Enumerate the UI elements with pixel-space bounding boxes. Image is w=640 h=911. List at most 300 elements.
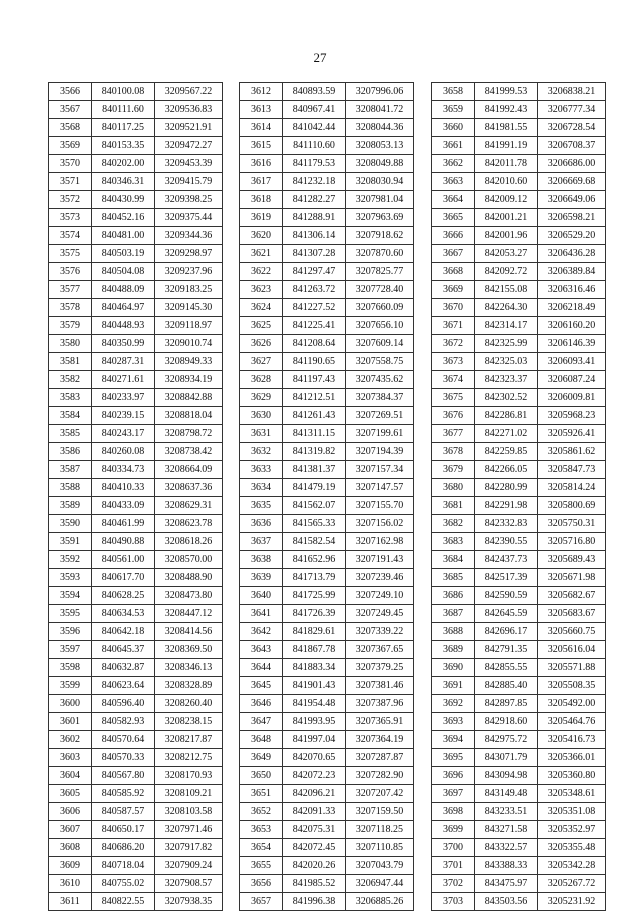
point-number-cell: 3631 [240,425,283,443]
table-row [49,263,223,281]
x-coordinate-cell: 841232.18 [283,173,346,191]
table-row [49,137,223,155]
x-coordinate-cell: 840271.61 [92,371,155,389]
point-number-cell: 3696 [432,767,475,785]
y-coordinate-cell: 3208618.26 [155,533,223,551]
y-coordinate-cell: 3208934.19 [155,371,223,389]
x-coordinate-cell: 840260.08 [92,443,155,461]
table-row [432,749,606,767]
x-coordinate-cell: 840464.97 [92,299,155,317]
point-number-cell: 3632 [240,443,283,461]
y-coordinate-cell: 3206598.21 [538,209,606,227]
point-number-cell: 3578 [49,299,92,317]
x-coordinate-cell: 841901.43 [283,677,346,695]
y-coordinate-cell: 3208109.21 [155,785,223,803]
x-coordinate-cell: 841996.38 [283,893,346,911]
point-number-cell: 3601 [49,713,92,731]
x-coordinate-cell: 840452.16 [92,209,155,227]
table-row [432,677,606,695]
y-coordinate-cell: 3207971.46 [155,821,223,839]
point-number-cell: 3644 [240,659,283,677]
x-coordinate-cell: 842885.40 [475,677,538,695]
table-row [240,785,414,803]
x-coordinate-cell: 842001.21 [475,209,538,227]
table-row [432,461,606,479]
y-coordinate-cell: 3208447.12 [155,605,223,623]
x-coordinate-cell: 841999.53 [475,83,538,101]
y-coordinate-cell: 3205926.41 [538,425,606,443]
table-row [432,695,606,713]
table-row [432,497,606,515]
y-coordinate-cell: 3207199.61 [346,425,414,443]
point-number-cell: 3693 [432,713,475,731]
y-coordinate-cell: 3205348.61 [538,785,606,803]
table-row [240,443,414,461]
x-coordinate-cell: 842096.21 [283,785,346,803]
y-coordinate-cell: 3207381.46 [346,677,414,695]
y-coordinate-cell: 3207156.02 [346,515,414,533]
y-coordinate-cell: 3205689.43 [538,551,606,569]
y-coordinate-cell: 3209344.36 [155,227,223,245]
point-number-cell: 3666 [432,227,475,245]
y-coordinate-cell: 3205861.62 [538,443,606,461]
y-coordinate-cell: 3207365.91 [346,713,414,731]
y-coordinate-cell: 3205800.69 [538,497,606,515]
table-row [432,299,606,317]
y-coordinate-cell: 3206529.20 [538,227,606,245]
x-coordinate-cell: 840461.99 [92,515,155,533]
x-coordinate-cell: 841110.60 [283,137,346,155]
x-coordinate-cell: 841565.33 [283,515,346,533]
point-number-cell: 3700 [432,839,475,857]
point-number-cell: 3594 [49,587,92,605]
x-coordinate-cell: 842070.65 [283,749,346,767]
table-row [432,623,606,641]
x-coordinate-cell: 841208.64 [283,335,346,353]
y-coordinate-cell: 3206160.20 [538,317,606,335]
y-coordinate-cell: 3208346.13 [155,659,223,677]
x-coordinate-cell: 841197.43 [283,371,346,389]
table-row [49,461,223,479]
y-coordinate-cell: 3207918.62 [346,227,414,245]
table-row [432,263,606,281]
x-coordinate-cell: 840755.02 [92,875,155,893]
y-coordinate-cell: 3205360.80 [538,767,606,785]
x-coordinate-cell: 843271.58 [475,821,538,839]
point-number-cell: 3625 [240,317,283,335]
point-number-cell: 3613 [240,101,283,119]
y-coordinate-cell: 3205716.80 [538,533,606,551]
point-number-cell: 3638 [240,551,283,569]
point-number-cell: 3607 [49,821,92,839]
table-row [49,551,223,569]
point-number-cell: 3655 [240,857,283,875]
table-row [432,209,606,227]
x-coordinate-cell: 840346.31 [92,173,155,191]
point-number-cell: 3674 [432,371,475,389]
point-number-cell: 3633 [240,461,283,479]
y-coordinate-cell: 3207379.25 [346,659,414,677]
table-row [49,317,223,335]
point-number-cell: 3637 [240,533,283,551]
y-coordinate-cell: 3207384.37 [346,389,414,407]
table-row [49,731,223,749]
x-coordinate-cell: 840410.33 [92,479,155,497]
table-row [49,425,223,443]
table-row [240,101,414,119]
x-coordinate-cell: 842091.33 [283,803,346,821]
table-row [432,335,606,353]
table-row [49,497,223,515]
y-coordinate-cell: 3207159.50 [346,803,414,821]
table-row [49,605,223,623]
y-coordinate-cell: 3207609.14 [346,335,414,353]
x-coordinate-cell: 842075.31 [283,821,346,839]
x-coordinate-cell: 841997.04 [283,731,346,749]
point-number-cell: 3584 [49,407,92,425]
point-number-cell: 3665 [432,209,475,227]
x-coordinate-cell: 841288.91 [283,209,346,227]
x-coordinate-cell: 841991.19 [475,137,538,155]
x-coordinate-cell: 840153.35 [92,137,155,155]
y-coordinate-cell: 3209237.96 [155,263,223,281]
x-coordinate-cell: 841227.52 [283,299,346,317]
point-number-cell: 3592 [49,551,92,569]
y-coordinate-cell: 3207249.45 [346,605,414,623]
y-coordinate-cell: 3208103.58 [155,803,223,821]
y-coordinate-cell: 3206218.49 [538,299,606,317]
point-number-cell: 3620 [240,227,283,245]
y-coordinate-cell: 3205267.72 [538,875,606,893]
point-number-cell: 3624 [240,299,283,317]
point-number-cell: 3590 [49,515,92,533]
point-number-cell: 3690 [432,659,475,677]
point-number-cell: 3575 [49,245,92,263]
y-coordinate-cell: 3207435.62 [346,371,414,389]
x-coordinate-cell: 842437.73 [475,551,538,569]
table-row [240,839,414,857]
table-row [49,641,223,659]
x-coordinate-cell: 842390.55 [475,533,538,551]
table-row [240,299,414,317]
y-coordinate-cell: 3208842.88 [155,389,223,407]
y-coordinate-cell: 3205616.04 [538,641,606,659]
table-row [240,695,414,713]
point-number-cell: 3616 [240,155,283,173]
x-coordinate-cell: 840642.18 [92,623,155,641]
table-row [432,713,606,731]
x-coordinate-cell: 840243.17 [92,425,155,443]
table-row [49,533,223,551]
point-number-cell: 3641 [240,605,283,623]
table-row [432,479,606,497]
table-row [49,101,223,119]
y-coordinate-cell: 3208664.09 [155,461,223,479]
point-number-cell: 3648 [240,731,283,749]
table-row [432,137,606,155]
y-coordinate-cell: 3205416.73 [538,731,606,749]
point-number-cell: 3684 [432,551,475,569]
y-coordinate-cell: 3208637.36 [155,479,223,497]
table-row [49,353,223,371]
y-coordinate-cell: 3207917.82 [155,839,223,857]
y-coordinate-cell: 3208570.00 [155,551,223,569]
point-number-cell: 3566 [49,83,92,101]
y-coordinate-cell: 3206708.37 [538,137,606,155]
point-number-cell: 3643 [240,641,283,659]
point-number-cell: 3642 [240,623,283,641]
point-number-cell: 3585 [49,425,92,443]
point-number-cell: 3691 [432,677,475,695]
table-row [49,443,223,461]
y-coordinate-cell: 3205660.75 [538,623,606,641]
x-coordinate-cell: 840433.09 [92,497,155,515]
y-coordinate-cell: 3208170.93 [155,767,223,785]
point-number-cell: 3657 [240,893,283,911]
x-coordinate-cell: 840585.92 [92,785,155,803]
point-number-cell: 3577 [49,281,92,299]
point-number-cell: 3695 [432,749,475,767]
table-row [432,839,606,857]
point-number-cell: 3570 [49,155,92,173]
table-row [240,497,414,515]
point-number-cell: 3602 [49,731,92,749]
point-number-cell: 3647 [240,713,283,731]
y-coordinate-cell: 3209521.91 [155,119,223,137]
point-number-cell: 3635 [240,497,283,515]
y-coordinate-cell: 3205508.35 [538,677,606,695]
x-coordinate-cell: 842072.23 [283,767,346,785]
table-row [432,371,606,389]
x-coordinate-cell: 843322.57 [475,839,538,857]
point-number-cell: 3662 [432,155,475,173]
y-coordinate-cell: 3205683.67 [538,605,606,623]
x-coordinate-cell: 843475.97 [475,875,538,893]
point-number-cell: 3583 [49,389,92,407]
x-coordinate-cell: 842259.85 [475,443,538,461]
x-coordinate-cell: 841829.61 [283,623,346,641]
table-row [49,623,223,641]
x-coordinate-cell: 841985.52 [283,875,346,893]
point-number-cell: 3649 [240,749,283,767]
x-coordinate-cell: 842271.02 [475,425,538,443]
y-coordinate-cell: 3205464.76 [538,713,606,731]
point-number-cell: 3619 [240,209,283,227]
point-number-cell: 3598 [49,659,92,677]
y-coordinate-cell: 3206649.06 [538,191,606,209]
x-coordinate-cell: 840111.60 [92,101,155,119]
x-coordinate-cell: 842266.05 [475,461,538,479]
coordinates-table-1 [48,82,223,911]
y-coordinate-cell: 3206728.54 [538,119,606,137]
x-coordinate-cell: 843071.79 [475,749,538,767]
point-number-cell: 3698 [432,803,475,821]
point-number-cell: 3688 [432,623,475,641]
y-coordinate-cell: 3205355.48 [538,839,606,857]
table-row [432,821,606,839]
table-row [49,281,223,299]
x-coordinate-cell: 842264.30 [475,299,538,317]
point-number-cell: 3596 [49,623,92,641]
point-number-cell: 3689 [432,641,475,659]
table-row [432,407,606,425]
x-coordinate-cell: 840239.15 [92,407,155,425]
point-number-cell: 3668 [432,263,475,281]
y-coordinate-cell: 3207043.79 [346,857,414,875]
x-coordinate-cell: 843233.51 [475,803,538,821]
table-row [240,587,414,605]
point-number-cell: 3672 [432,335,475,353]
table-row [49,119,223,137]
y-coordinate-cell: 3208488.90 [155,569,223,587]
point-number-cell: 3694 [432,731,475,749]
point-number-cell: 3679 [432,461,475,479]
point-number-cell: 3683 [432,533,475,551]
table-row [49,191,223,209]
table-row [432,803,606,821]
table-row [432,767,606,785]
point-number-cell: 3614 [240,119,283,137]
x-coordinate-cell: 842011.78 [475,155,538,173]
y-coordinate-cell: 3207339.22 [346,623,414,641]
y-coordinate-cell: 3207155.70 [346,497,414,515]
y-coordinate-cell: 3207364.19 [346,731,414,749]
point-number-cell: 3622 [240,263,283,281]
y-coordinate-cell: 3207963.69 [346,209,414,227]
x-coordinate-cell: 841263.72 [283,281,346,299]
x-coordinate-cell: 840448.93 [92,317,155,335]
point-number-cell: 3573 [49,209,92,227]
point-number-cell: 3664 [432,191,475,209]
y-coordinate-cell: 3207387.96 [346,695,414,713]
point-number-cell: 3675 [432,389,475,407]
x-coordinate-cell: 840628.25 [92,587,155,605]
table-row [240,479,414,497]
point-number-cell: 3612 [240,83,283,101]
y-coordinate-cell: 3206316.46 [538,281,606,299]
y-coordinate-cell: 3207249.10 [346,587,414,605]
point-number-cell: 3634 [240,479,283,497]
y-coordinate-cell: 3208818.04 [155,407,223,425]
point-number-cell: 3680 [432,479,475,497]
x-coordinate-cell: 842280.99 [475,479,538,497]
table-row [49,227,223,245]
point-number-cell: 3676 [432,407,475,425]
table-row [432,389,606,407]
x-coordinate-cell: 840587.57 [92,803,155,821]
table-row [49,479,223,497]
y-coordinate-cell: 3205968.23 [538,407,606,425]
table-row [240,515,414,533]
point-number-cell: 3621 [240,245,283,263]
x-coordinate-cell: 840632.87 [92,659,155,677]
x-coordinate-cell: 840481.00 [92,227,155,245]
point-number-cell: 3593 [49,569,92,587]
x-coordinate-cell: 841311.15 [283,425,346,443]
x-coordinate-cell: 842010.60 [475,173,538,191]
table-row [432,353,606,371]
y-coordinate-cell: 3206669.68 [538,173,606,191]
y-coordinate-cell: 3207287.87 [346,749,414,767]
point-number-cell: 3645 [240,677,283,695]
point-number-cell: 3692 [432,695,475,713]
y-coordinate-cell: 3205750.31 [538,515,606,533]
table-row [49,371,223,389]
point-number-cell: 3636 [240,515,283,533]
x-coordinate-cell: 842001.96 [475,227,538,245]
point-number-cell: 3660 [432,119,475,137]
x-coordinate-cell: 841954.48 [283,695,346,713]
x-coordinate-cell: 840490.88 [92,533,155,551]
table-row [240,227,414,245]
table-row [432,857,606,875]
point-number-cell: 3579 [49,317,92,335]
x-coordinate-cell: 840100.08 [92,83,155,101]
y-coordinate-cell: 3205352.97 [538,821,606,839]
x-coordinate-cell: 841725.99 [283,587,346,605]
x-coordinate-cell: 840650.17 [92,821,155,839]
point-number-cell: 3677 [432,425,475,443]
table-row [240,641,414,659]
y-coordinate-cell: 3207239.46 [346,569,414,587]
x-coordinate-cell: 842323.37 [475,371,538,389]
table-row [432,605,606,623]
table-row [49,857,223,875]
y-coordinate-cell: 3206146.39 [538,335,606,353]
y-coordinate-cell: 3208473.80 [155,587,223,605]
table-row [432,731,606,749]
point-number-cell: 3615 [240,137,283,155]
y-coordinate-cell: 3205847.73 [538,461,606,479]
x-coordinate-cell: 840617.70 [92,569,155,587]
table-row [240,335,414,353]
x-coordinate-cell: 842918.60 [475,713,538,731]
x-coordinate-cell: 841307.28 [283,245,346,263]
table-row [240,83,414,101]
point-number-cell: 3630 [240,407,283,425]
point-number-cell: 3589 [49,497,92,515]
table-row [49,767,223,785]
table-row [240,677,414,695]
table-row [240,353,414,371]
y-coordinate-cell: 3208217.87 [155,731,223,749]
table-row [432,281,606,299]
x-coordinate-cell: 842325.03 [475,353,538,371]
x-coordinate-cell: 842020.26 [283,857,346,875]
x-coordinate-cell: 840287.31 [92,353,155,371]
x-coordinate-cell: 841225.41 [283,317,346,335]
table-row [240,461,414,479]
y-coordinate-cell: 3207118.25 [346,821,414,839]
table-row [432,659,606,677]
y-coordinate-cell: 3207558.75 [346,353,414,371]
table-row [432,101,606,119]
y-coordinate-cell: 3206947.44 [346,875,414,893]
x-coordinate-cell: 843094.98 [475,767,538,785]
table-row [432,641,606,659]
x-coordinate-cell: 841582.54 [283,533,346,551]
point-number-cell: 3670 [432,299,475,317]
y-coordinate-cell: 3208041.72 [346,101,414,119]
y-coordinate-cell: 3209398.25 [155,191,223,209]
x-coordinate-cell: 842092.72 [475,263,538,281]
point-number-cell: 3628 [240,371,283,389]
x-coordinate-cell: 840718.04 [92,857,155,875]
x-coordinate-cell: 840117.25 [92,119,155,137]
table-row [49,515,223,533]
y-coordinate-cell: 3209183.25 [155,281,223,299]
table-row [240,263,414,281]
